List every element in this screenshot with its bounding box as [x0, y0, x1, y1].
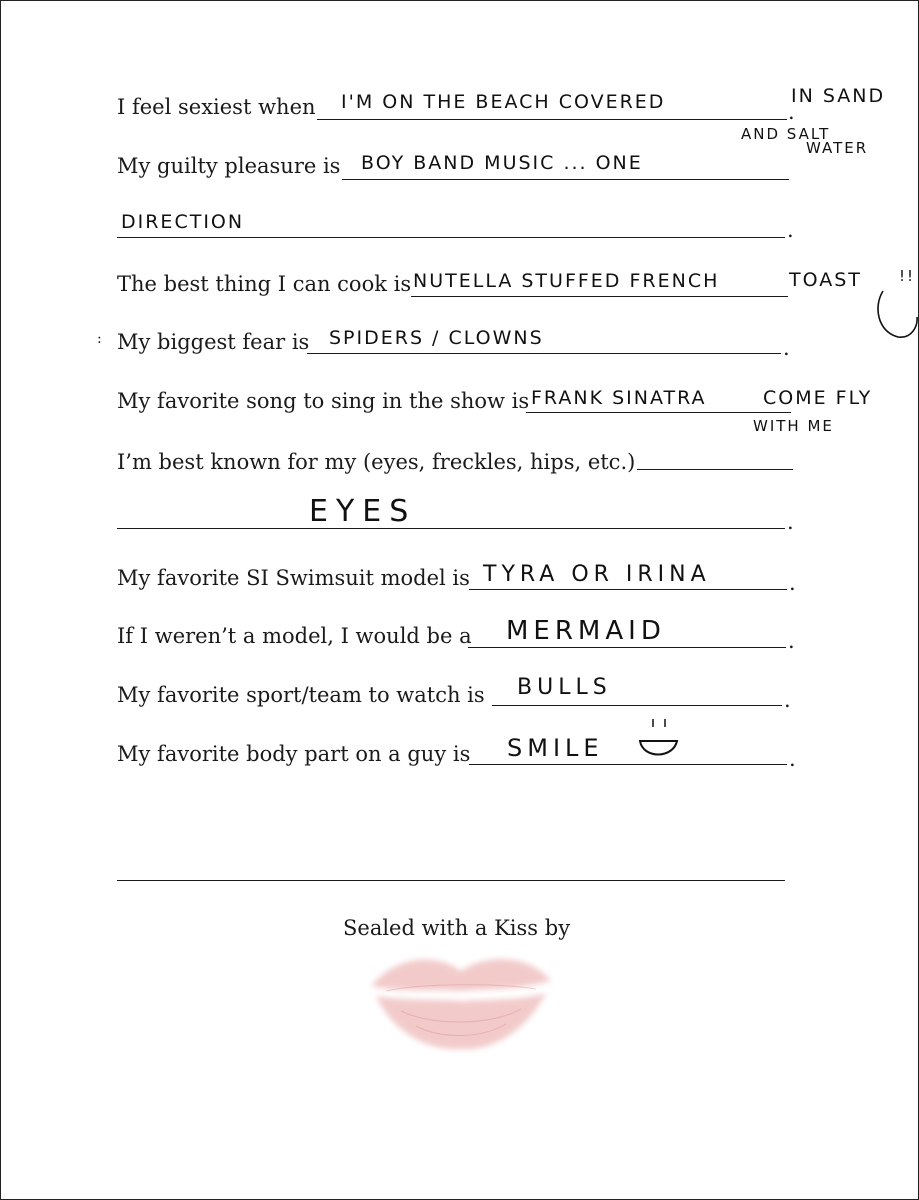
smiley-icon — [637, 717, 683, 765]
lipstick-kiss-icon — [361, 931, 561, 1061]
answer-favorite-song: FRANK SINATRA — [531, 387, 707, 409]
prompt-biggest-fear: My biggest fear is — [117, 330, 310, 354]
period: . — [789, 571, 796, 595]
answer-body-part: SMILE — [507, 734, 604, 762]
prompt-best-cook: The best thing I can cook is — [117, 272, 412, 296]
answer-line-biggest-fear — [307, 353, 781, 354]
answer-best-cook-continuation: TOAST — [789, 269, 862, 291]
period: . — [787, 510, 794, 534]
prompt-si-model: My favorite SI Swimsuit model is — [117, 566, 470, 590]
answer-sexiest: I'M ON THE BEACH COVERED — [341, 91, 666, 113]
answer-line-guilty-pleasure-2 — [117, 237, 785, 238]
answer-sexiest-continuation: IN SAND — [791, 85, 886, 107]
prompt-body-part: My favorite body part on a guy is — [117, 742, 471, 766]
signature-line — [117, 880, 785, 881]
answer-line-best-known — [637, 469, 793, 470]
period: . — [787, 218, 794, 242]
period: . — [789, 747, 796, 771]
answer-line-best-known-2 — [117, 528, 785, 529]
answer-guilty-pleasure-2: DIRECTION — [121, 211, 245, 233]
prompt-guilty-pleasure: My guilty pleasure is — [117, 154, 341, 178]
answer-favorite-song-extra: WITH ME — [753, 417, 834, 435]
answer-line-body-part — [469, 764, 787, 765]
answer-guilty-pleasure: BOY BAND MUSIC ... ONE — [361, 152, 643, 174]
sealed-with-a-kiss-label: Sealed with a Kiss by — [343, 916, 571, 940]
prompt-best-known: I’m best known for my (eyes, freckles, hips, etc.) — [117, 450, 636, 474]
answer-line-best-cook — [411, 296, 788, 297]
stray-mark: : — [97, 331, 102, 347]
smiley-doodle-icon — [873, 287, 918, 347]
answer-line-favorite-song — [526, 412, 791, 413]
prompt-sport-team: My favorite sport/team to watch is — [117, 683, 485, 707]
period: . — [783, 336, 790, 360]
answer-sexiest-extra2: WATER — [806, 139, 869, 157]
answer-line-weren-t-model — [468, 647, 786, 648]
answer-weren-t-model: MERMAID — [506, 616, 666, 646]
answer-line-sexiest — [317, 119, 787, 120]
answer-line-guilty-pleasure — [342, 179, 789, 180]
answer-sport-team: BULLS — [517, 675, 612, 700]
answer-line-sport-team — [492, 705, 782, 706]
prompt-weren-t-model: If I weren’t a model, I would be a — [117, 624, 472, 648]
prompt-favorite-song: My favorite song to sing in the show is — [117, 389, 530, 413]
period: . — [784, 688, 791, 712]
period: . — [788, 629, 795, 653]
prompt-sexiest: I feel sexiest when — [117, 95, 316, 119]
answer-line-si-model — [469, 589, 787, 590]
answer-sexiest-extra: AND SALT — [741, 125, 831, 143]
answer-biggest-fear: SPIDERS / CLOWNS — [329, 327, 544, 349]
answer-si-model: TYRA OR IRINA — [483, 562, 711, 587]
answer-best-cook-doodle: !! — [899, 267, 916, 285]
period: . — [788, 100, 795, 124]
answer-best-cook: NUTELLA STUFFED FRENCH — [413, 270, 720, 292]
answer-best-known: EYES — [309, 494, 417, 529]
answer-favorite-song-continuation: COME FLY — [763, 387, 873, 409]
